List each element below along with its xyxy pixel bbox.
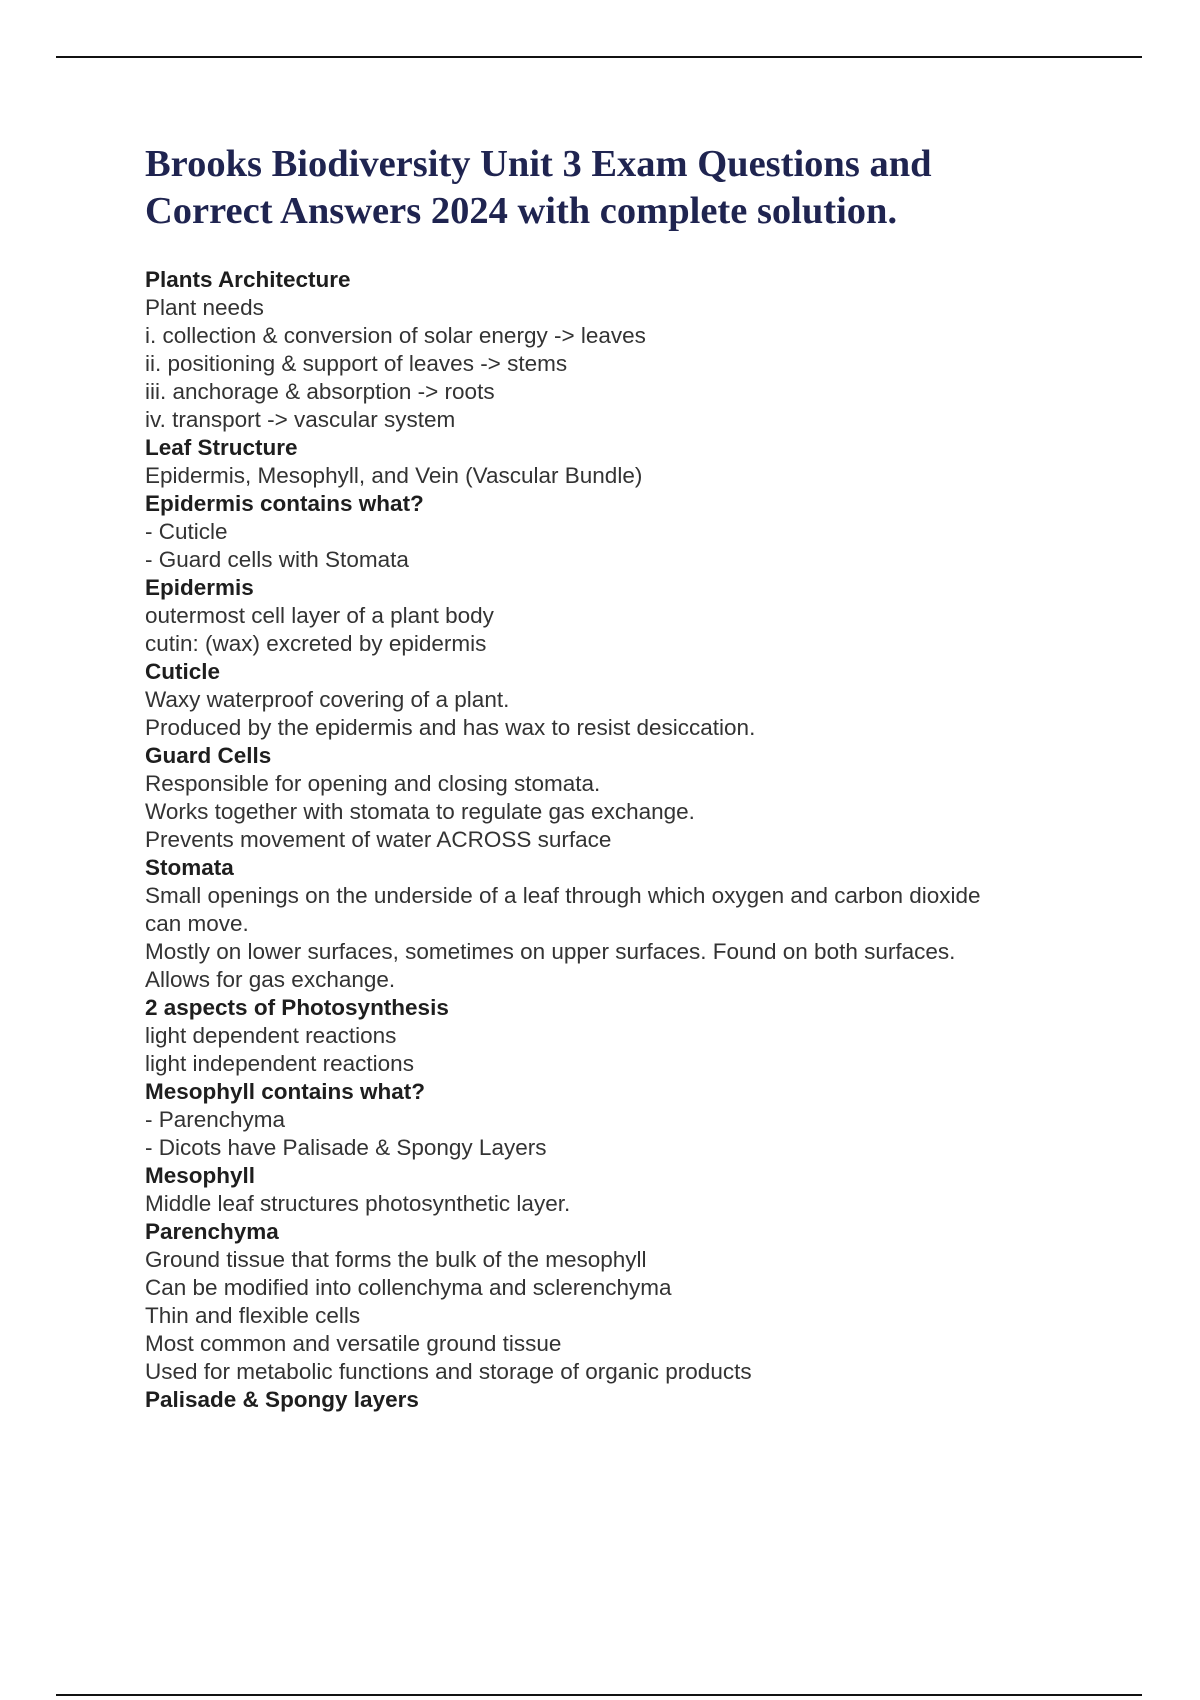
entry-cuticle	[145, 658, 1105, 742]
entry-line: Most common and versatile ground tissue	[145, 1331, 562, 1356]
entry-term: Mesophyll	[145, 1163, 256, 1188]
entry-line: Allows for gas exchange.	[145, 967, 396, 992]
entry-line: Can be modified into collenchyma and sclerenchyma	[145, 1275, 672, 1300]
entry-term: Stomata	[145, 855, 234, 880]
entry-line: Middle leaf structures photosynthetic layer.	[145, 1191, 571, 1216]
entry-guard-cells	[145, 742, 1105, 854]
header-rule	[56, 56, 1142, 58]
entry-line: outermost cell layer of a plant body	[145, 603, 494, 628]
entry-photosynthesis-aspects	[145, 994, 1105, 1078]
entry-line: Small openings on the underside of a leaf through which oxygen and carbon dioxide	[145, 883, 981, 908]
entry-palisade-spongy	[145, 1386, 1105, 1414]
entry-term: Plants Architecture	[145, 267, 351, 292]
entry-line: Prevents movement of water ACROSS surface	[145, 827, 612, 852]
entry-term: Cuticle	[145, 659, 221, 684]
entry-term: Leaf Structure	[145, 435, 298, 460]
entry-parenchyma	[145, 1218, 1105, 1386]
document-body	[145, 266, 1105, 1414]
entry-term: Parenchyma	[145, 1219, 279, 1244]
entry-line: cutin: (wax) excreted by epidermis	[145, 631, 487, 656]
entry-epidermis-contains	[145, 490, 1105, 574]
entry-term: Guard Cells	[145, 743, 272, 768]
entry-epidermis	[145, 574, 1105, 658]
entry-line: Used for metabolic functions and storage of organic products	[145, 1359, 752, 1384]
entry-line: Responsible for opening and closing stomata.	[145, 771, 601, 796]
entry-leaf-structure	[145, 434, 1105, 490]
entry-line: ii. positioning & support of leaves -> stems	[145, 351, 568, 376]
entry-term: Epidermis	[145, 575, 254, 600]
document-title: Brooks Biodiversity Unit 3 Exam Questions and Correct Answers 2024 with complete solution.	[145, 143, 932, 232]
entry-line: Epidermis, Mesophyll, and Vein (Vascular Bundle)	[145, 463, 643, 488]
entry-line: Thin and flexible cells	[145, 1303, 361, 1328]
entry-line: i. collection & conversion of solar energy -> leaves	[145, 323, 646, 348]
entry-line: - Cuticle	[145, 519, 228, 544]
entry-line: Waxy waterproof covering of a plant.	[145, 687, 510, 712]
footer-rule	[56, 1694, 1142, 1696]
entry-line: light independent reactions	[145, 1051, 414, 1076]
entry-line: Works together with stomata to regulate gas exchange.	[145, 799, 695, 824]
entry-line: can move.	[145, 911, 249, 936]
entry-line: - Dicots have Palisade & Spongy Layers	[145, 1135, 547, 1160]
entry-line: Produced by the epidermis and has wax to resist desiccation.	[145, 715, 756, 740]
entry-line: iii. anchorage & absorption -> roots	[145, 379, 495, 404]
entry-term: Mesophyll contains what?	[145, 1079, 426, 1104]
entry-stomata	[145, 854, 1105, 994]
entry-line: light dependent reactions	[145, 1023, 397, 1048]
entry-line: iv. transport -> vascular system	[145, 407, 456, 432]
entry-mesophyll	[145, 1162, 1105, 1218]
entry-line: Plant needs	[145, 295, 264, 320]
entry-line: Ground tissue that forms the bulk of the mesophyll	[145, 1247, 647, 1272]
entry-line: - Parenchyma	[145, 1107, 286, 1132]
entry-line: - Guard cells with Stomata	[145, 547, 409, 572]
entry-line: Mostly on lower surfaces, sometimes on upper surfaces. Found on both surfaces.	[145, 939, 956, 964]
entry-term: Epidermis contains what?	[145, 491, 424, 516]
entry-term: Palisade & Spongy layers	[145, 1387, 419, 1412]
entry-mesophyll-contains	[145, 1078, 1105, 1162]
entry-term: 2 aspects of Photosynthesis	[145, 995, 449, 1020]
entry-plants-architecture	[145, 266, 1105, 434]
